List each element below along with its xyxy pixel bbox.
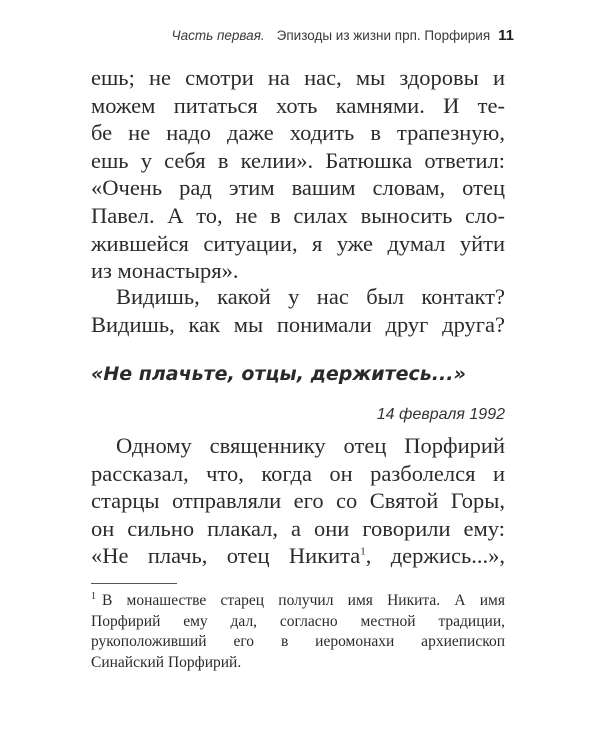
- text-line: ешь; не смотри на нас, мы здоровы и: [91, 65, 505, 90]
- section-date: 14 февраля 1992: [376, 406, 505, 423]
- footnote-mark: 1: [91, 590, 96, 602]
- text-line: Видишь, как мы понимали друг друга?: [91, 311, 505, 337]
- text-line: он сильно плакал, а они говорили ему:: [91, 515, 505, 541]
- paragraph-2: [91, 283, 505, 338]
- footnote-line: Синайский Порфирий.: [91, 653, 242, 671]
- footnote-line: Порфирий ему дал, согласно местной традиции,: [91, 612, 505, 630]
- text-line: бе не надо даже ходить в трапезную,: [91, 120, 505, 146]
- text-line: из монастыря».: [91, 258, 239, 284]
- text-line: рассказал, что, когда он разболелся и: [91, 460, 505, 486]
- section-title: «Не плачьте, отцы, держитесь...»: [91, 363, 466, 385]
- text-fragment: , держись...»,: [365, 543, 505, 569]
- text-line: Одному священнику отец Порфирий: [116, 433, 505, 458]
- text-line: старцы отправляли его со Святой Горы,: [91, 488, 505, 514]
- text-fragment: «Не плачь, отец Никита: [91, 543, 361, 569]
- footnote-divider: [91, 583, 177, 584]
- footnote-reference[interactable]: 1: [360, 545, 366, 558]
- paragraph-3: [91, 432, 505, 570]
- text-line: Видишь, какой у нас был контакт?: [116, 284, 505, 309]
- header-chapter: Эпизоды из жизни прп. Порфирия: [276, 28, 491, 43]
- page-number: 11: [498, 27, 514, 44]
- footnote-line: [91, 591, 505, 612]
- text-line: [91, 542, 505, 570]
- text-line: жившейся ситуации, я уже думал уйти: [91, 230, 505, 256]
- running-header: [172, 27, 514, 44]
- footnote-text: В монашестве старец получил имя Никита. А имя: [102, 592, 505, 609]
- header-part: Часть первая.: [171, 28, 265, 43]
- text-line: ешь у себя в келии». Батюшка ответил:: [91, 147, 505, 173]
- text-line: Павел. А то, не в силах выносить сло-: [91, 202, 505, 228]
- paragraph-1: [91, 64, 505, 285]
- text-line: «Очень рад этим вашим словам, отец: [91, 175, 505, 201]
- footnote: [91, 591, 505, 673]
- text-line: можем питаться хоть камнями. И те-: [91, 92, 505, 118]
- footnote-line: рукоположивший его в иеромонахи архиепископ: [91, 633, 505, 650]
